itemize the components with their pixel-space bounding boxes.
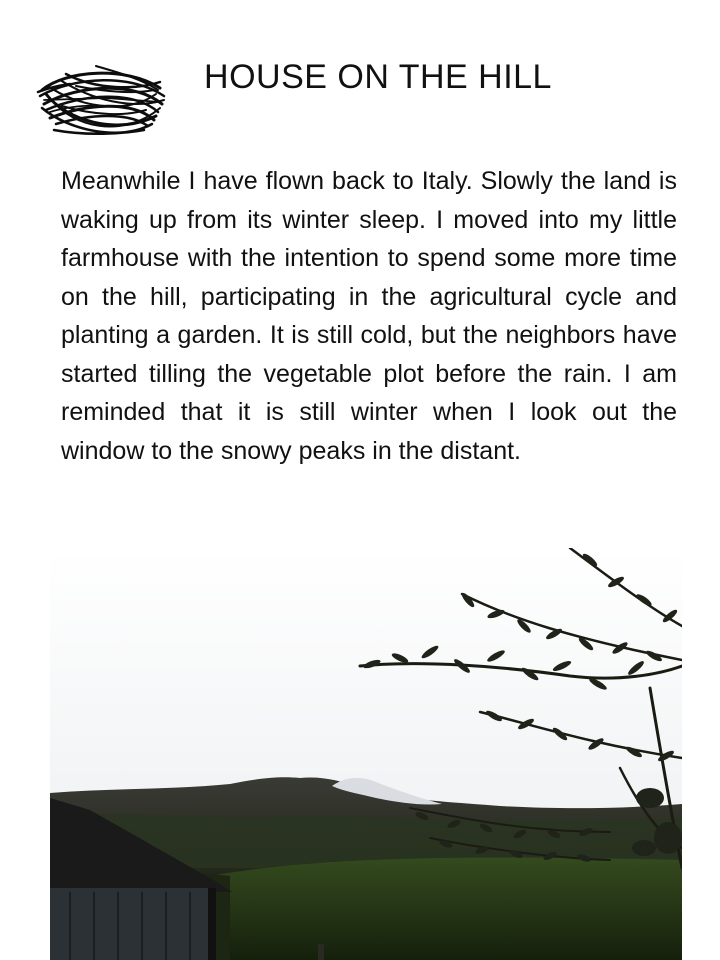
body-paragraph: Meanwhile I have flown back to Italy. Slowly the land is waking up from its winter sleep. I moved into my little farmhouse with the intention to spend some more time on the hill, participating in the agricultural cycle and planting a garden. It is still cold, but the neighbors have started tilling the vegetable plot before the rain. I am reminded that it is still winter when I look out the window to the snowy peaks in the distant. [61, 167, 677, 465]
page-title: HOUSE ON THE HILL [204, 58, 552, 96]
nest-icon [36, 60, 168, 144]
landscape-photo [50, 548, 682, 960]
